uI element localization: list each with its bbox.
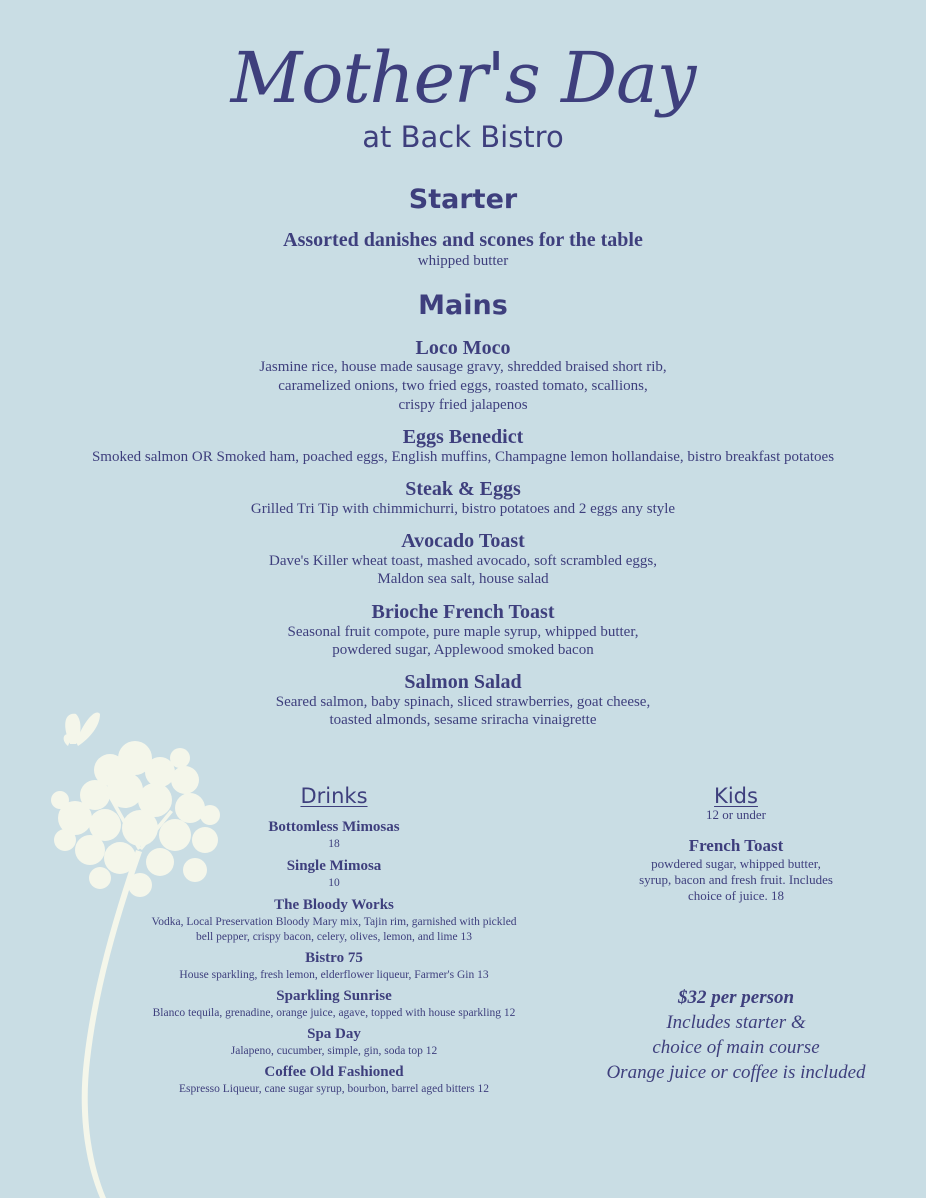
drink-item-name: Sparkling Sunrise (276, 988, 392, 1004)
drink-item-desc: Blanco tequila, grenadine, orange juice, agave, topped with house sparkling 12 (152, 1007, 516, 1019)
drink-item-desc: 18 (328, 838, 340, 850)
drink-item-name: Single Mimosa (286, 858, 382, 874)
menu-item-desc: Seasonal fruit compote, pure maple syrup, whipped butter, (287, 624, 639, 640)
menu-item-name: Salmon Salad (404, 671, 522, 693)
pricing-line: Includes starter & (666, 1012, 806, 1033)
drink-item-name: Bistro 75 (305, 950, 363, 966)
menu-item-name: Steak & Eggs (405, 478, 521, 500)
drink-item-desc: Vodka, Local Preservation Bloody Mary mix, Tajin rim, garnished with pickled (151, 916, 517, 928)
menu-item-desc: crispy fried jalapenos (398, 397, 528, 413)
menu-item-desc: caramelized onions, two fried eggs, roasted tomato, scallions, (278, 378, 648, 394)
drinks-section (84, 782, 584, 1097)
drink-item-desc: bell pepper, crispy bacon, celery, olives, lemon, and lime 13 (196, 931, 472, 943)
menu-item-desc: toasted almonds, sesame sriracha vinaigrette (329, 712, 597, 728)
pricing-line: choice of main course (652, 1037, 820, 1058)
kids-item-desc: syrup, bacon and fresh fruit. Includes (639, 872, 833, 887)
menu-item-name: Assorted danishes and scones for the table (283, 229, 643, 251)
drink-item-name: Coffee Old Fashioned (264, 1064, 404, 1080)
kids-section-title: Kids (714, 784, 758, 808)
drink-item-desc: House sparkling, fresh lemon, elderflower liqueur, Farmer's Gin 13 (179, 969, 489, 981)
menu-item-name: Brioche French Toast (371, 601, 555, 623)
mains-section-title: Mains (418, 290, 508, 321)
drink-item-name: Spa Day (307, 1026, 361, 1042)
drinks-section-title: Drinks (300, 784, 368, 808)
kids-age-note: 12 or under (706, 807, 766, 822)
drink-item-name: Bottomless Mimosas (268, 819, 400, 835)
pricing-info (586, 985, 886, 1085)
drink-item-desc: Espresso Liqueur, cane sugar syrup, bourbon, barrel aged bitters 12 (179, 1083, 489, 1095)
drink-item-name: The Bloody Works (274, 897, 394, 913)
page-subtitle: at Back Bistro (362, 120, 564, 154)
starter-section-title: Starter (408, 184, 518, 215)
menu-item-desc: Jasmine rice, house made sausage gravy, shredded braised short rib, (259, 359, 667, 375)
menu-item-desc: Seared salmon, baby spinach, sliced strawberries, goat cheese, (275, 694, 651, 710)
menu-item-desc: Grilled Tri Tip with chimmichurri, bistro potatoes and 2 eggs any style (250, 501, 676, 517)
menu-item-name: Loco Moco (415, 337, 511, 359)
pricing-line: Orange juice or coffee is included (606, 1062, 866, 1083)
kids-item-desc: powdered sugar, whipped butter, (651, 856, 821, 871)
page-title: Mother's Day (230, 37, 696, 119)
menu-item-desc: whipped butter (417, 253, 509, 269)
menu-item-desc: powdered sugar, Applewood smoked bacon (332, 642, 594, 658)
kids-section (586, 782, 886, 904)
menu-item-desc: Maldon sea salt, house salad (377, 571, 549, 587)
menu-item-desc: Dave's Killer wheat toast, mashed avocado, soft scrambled eggs, (268, 553, 657, 569)
menu-item-name: Eggs Benedict (402, 426, 524, 448)
drink-item-desc: 10 (328, 877, 340, 889)
kids-item-desc: choice of juice. 18 (687, 888, 784, 903)
menu-item-desc: Smoked salmon OR Smoked ham, poached eggs, English muffins, Champagne lemon hollandaise, bistro breakfast potatoes (91, 449, 835, 465)
menu-item-name: Avocado Toast (401, 530, 525, 552)
price-per-person: $32 per person (677, 987, 795, 1008)
drink-item-desc: Jalapeno, cucumber, simple, gin, soda top 12 (230, 1045, 438, 1057)
kids-item-name: French Toast (688, 836, 784, 855)
